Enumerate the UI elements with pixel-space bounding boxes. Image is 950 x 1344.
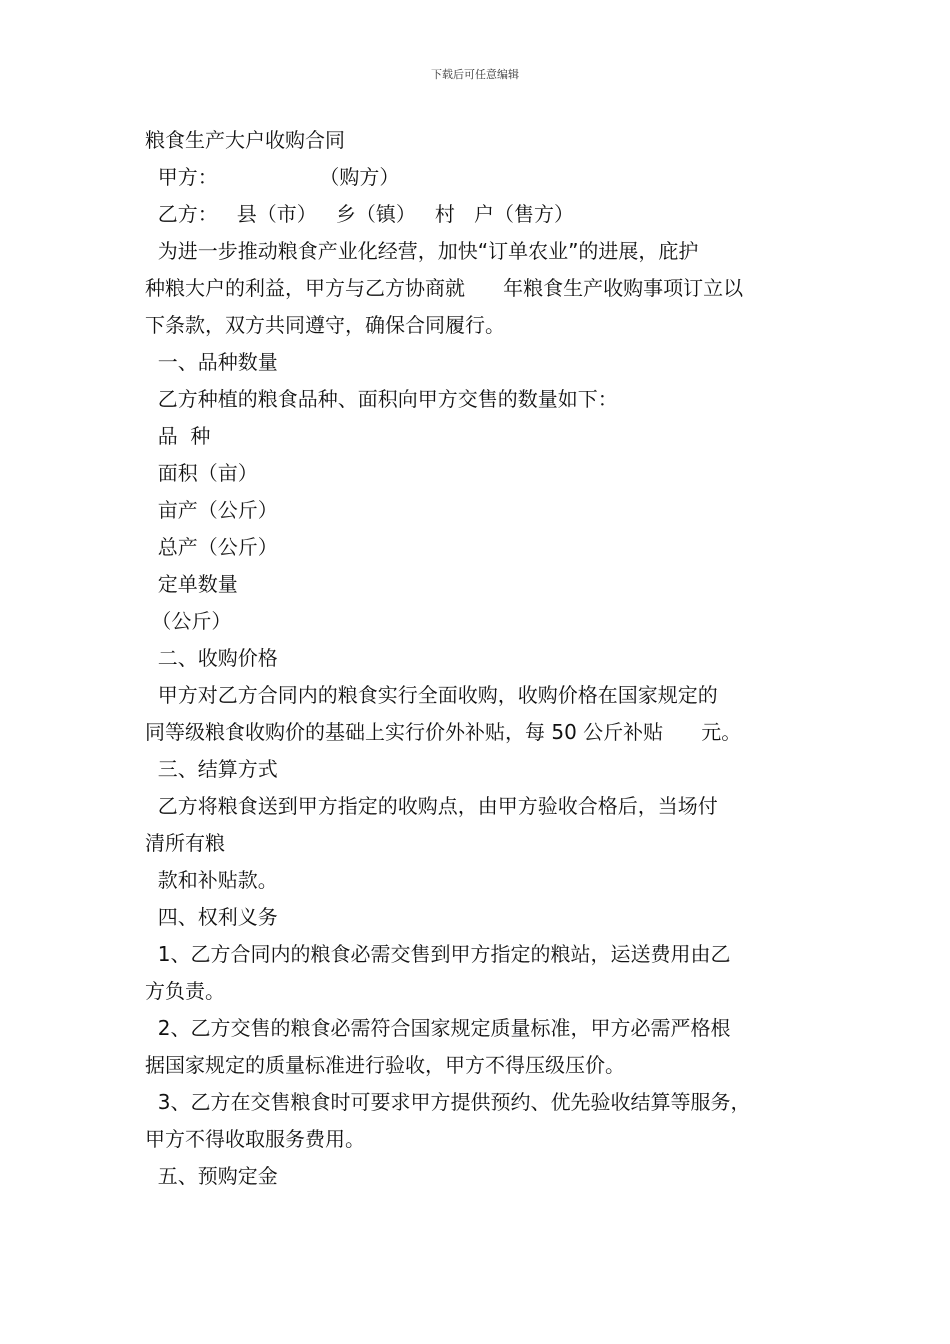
preamble-line-2: 种粮大户的利益，甲方与乙方协商就 年粮食生产收购事项订立以 <box>145 276 744 300</box>
section-heading-3: 三、结算方式 <box>145 757 278 781</box>
section-3-line-2: 清所有粮 <box>145 831 225 855</box>
field-order-quantity-unit: （公斤） <box>145 609 232 633</box>
field-variety: 品 种 <box>145 424 211 448</box>
preamble-line-3: 下条款，双方共同遵守，确保合同履行。 <box>145 313 505 337</box>
contract-document <box>145 122 815 1195</box>
clause-2-line-1: 2、乙方交售的粮食必需符合国家规定质量标准，甲方必需严格根 <box>145 1016 731 1040</box>
party-b-line: 乙方： 县（市） 乡（镇） 村 户（售方） <box>145 202 575 226</box>
clause-3-line-1: 3、乙方在交售粮食时可要求甲方提供预约、优先验收结算等服务， <box>145 1090 751 1114</box>
section-3-line-3: 款和补贴款。 <box>145 868 278 892</box>
section-heading-5: 五、预购定金 <box>145 1164 278 1188</box>
section-2-line-1: 甲方对乙方合同内的粮食实行全面收购，收购价格在国家规定的 <box>145 683 718 707</box>
field-total-yield: 总产（公斤） <box>145 535 278 559</box>
preamble-line-1: 为进一步推动粮食产业化经营，加快“订单农业”的进展，庇护 <box>145 239 699 263</box>
section-1-text: 乙方种植的粮食品种、面积向甲方交售的数量如下： <box>145 387 618 411</box>
party-a-line: 甲方： （购方） <box>145 165 400 189</box>
header-note: 下载后可任意编辑 <box>431 68 519 81</box>
clause-1-line-1: 1、乙方合同内的粮食必需交售到甲方指定的粮站，运送费用由乙 <box>145 942 731 966</box>
section-2-line-2: 同等级粮食收购价的基础上实行价外补贴，每 50 公斤补贴 元。 <box>145 720 742 744</box>
section-3-line-1: 乙方将粮食送到甲方指定的收购点，由甲方验收合格后，当场付 <box>145 794 718 818</box>
field-yield-per-mu: 亩产（公斤） <box>145 498 278 522</box>
clause-2-line-2: 据国家规定的质量标准进行验收，甲方不得压级压价。 <box>145 1053 625 1077</box>
section-heading-2: 二、收购价格 <box>145 646 278 670</box>
field-area: 面积（亩） <box>145 461 258 485</box>
section-heading-4: 四、权利义务 <box>145 905 278 929</box>
field-order-quantity: 定单数量 <box>145 572 238 596</box>
clause-1-line-2: 方负责。 <box>145 979 225 1003</box>
section-heading-1: 一、品种数量 <box>145 350 278 374</box>
document-title: 粮食生产大户收购合同 <box>145 128 345 152</box>
clause-3-line-2: 甲方不得收取服务费用。 <box>145 1127 365 1151</box>
